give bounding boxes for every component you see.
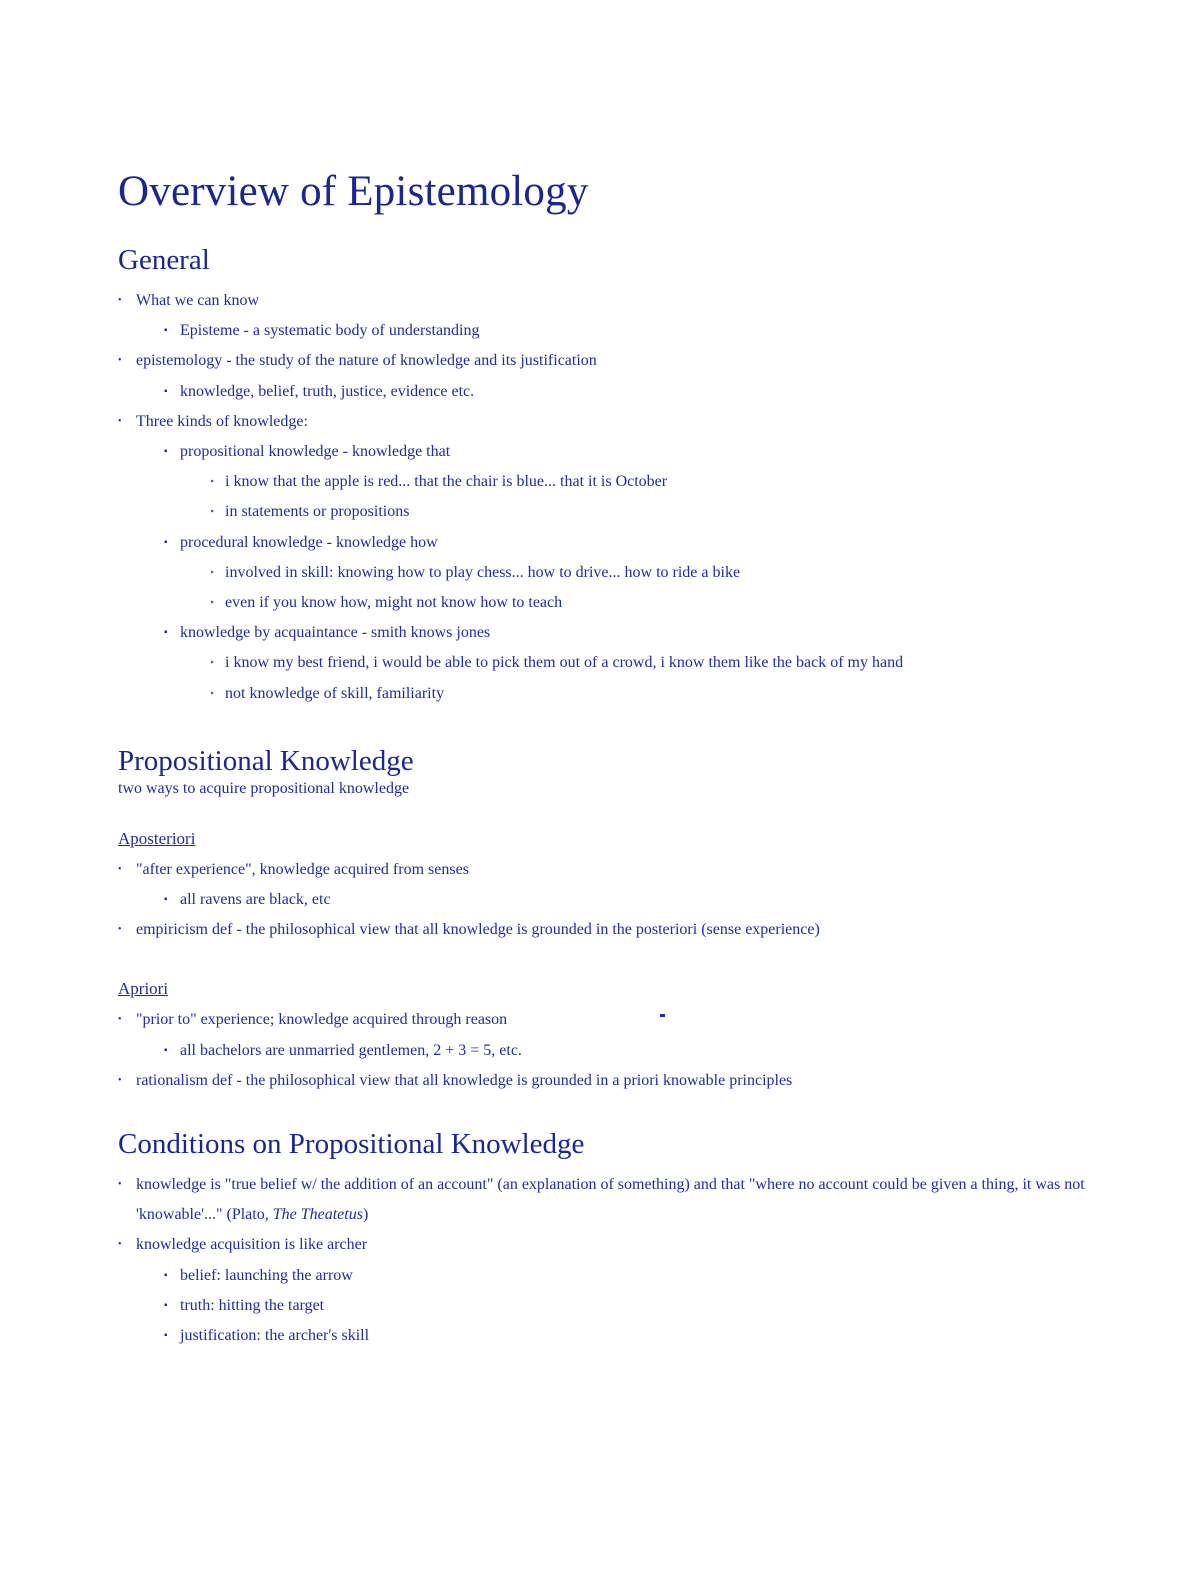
square-bullet-icon: ▪ <box>164 627 168 639</box>
document-page <box>118 164 1098 1385</box>
square-bullet-icon: ▪ <box>164 536 168 548</box>
list-item: ▪ belief: launching the arrow <box>118 1261 1098 1291</box>
bullet-list <box>118 437 1098 467</box>
bullet-list <box>118 618 1098 648</box>
triangle-bullet-icon: ‣ <box>210 688 215 698</box>
bullet-list <box>118 1170 1098 1261</box>
bullet-list <box>118 1036 1098 1066</box>
bullet-list <box>118 915 1098 945</box>
list-item: ‣ i know that the apple is red... that the chair is blue... that it is October <box>118 467 1098 497</box>
bullet-list <box>118 407 1098 437</box>
section-general <box>118 242 1098 709</box>
bullet-icon: • <box>118 863 122 875</box>
bullet-list <box>118 467 1098 527</box>
list-item: ▪ procedural knowledge - knowledge how <box>118 528 1098 558</box>
square-bullet-icon: ▪ <box>164 446 168 458</box>
bullet-list <box>118 528 1098 558</box>
triangle-bullet-icon: ‣ <box>210 598 215 608</box>
bullet-list <box>118 1261 1098 1352</box>
list-item: • What we can know <box>118 286 1098 316</box>
work-title: The Theatetus <box>272 1206 363 1224</box>
square-bullet-icon: ▪ <box>164 385 168 397</box>
list-item: • epistemology - the study of the nature of knowledge and its justification <box>118 346 1098 376</box>
stray-mark <box>660 1014 665 1017</box>
list-item: • knowledge is "true belief w/ the addition of an account" (an explanation of something) and that "where no account could be given a thing, it was not 'knowable'..." (Plato, The Theatetus) <box>118 1170 1098 1230</box>
section-propositional-knowledge <box>118 743 1098 1096</box>
bullet-icon: • <box>118 1179 122 1191</box>
bullet-icon: • <box>118 924 122 936</box>
list-item: • "prior to" experience; knowledge acquired through reason <box>118 1005 1098 1035</box>
list-item: ▪ all ravens are black, etc <box>118 885 1098 915</box>
document-title: Overview of Epistemology <box>118 168 589 215</box>
bullet-list <box>118 558 1098 618</box>
bullet-list <box>118 648 1098 708</box>
bullet-icon: • <box>118 415 122 427</box>
list-item: ▪ propositional knowledge - knowledge that <box>118 437 1098 467</box>
bullet-icon: • <box>118 295 122 306</box>
triangle-bullet-icon: ‣ <box>210 507 215 517</box>
list-item: ‣ not knowledge of skill, familiarity <box>118 679 1098 709</box>
list-item: • empiricism def - the philosophical view that all knowledge is grounded in the posteriori (sense experience) <box>118 915 1098 945</box>
bullet-list <box>118 885 1098 915</box>
list-item: ‣ even if you know how, might not know how to teach <box>118 588 1098 618</box>
square-bullet-icon: ▪ <box>164 1299 168 1311</box>
list-item: ‣ i know my best friend, i would be able to pick them out of a crowd, i know them like the back of my hand <box>118 648 1098 678</box>
list-item: ▪ justification: the archer's skill <box>118 1321 1098 1351</box>
list-item: ▪ truth: hitting the target <box>118 1291 1098 1321</box>
square-bullet-icon: ▪ <box>164 1330 168 1342</box>
square-bullet-icon: ▪ <box>164 894 168 906</box>
bullet-list <box>118 1005 1098 1035</box>
subheading-apriori: Apriori <box>118 979 169 999</box>
subheading-aposteriori: Aposteriori <box>118 828 196 848</box>
list-item: • knowledge acquisition is like archer <box>118 1230 1098 1260</box>
bullet-icon: • <box>118 355 122 367</box>
section-heading-propositional: Propositional Knowledge <box>118 744 414 777</box>
triangle-bullet-icon: ‣ <box>210 567 215 577</box>
square-bullet-icon: ▪ <box>164 325 168 337</box>
square-bullet-icon: ▪ <box>164 1044 168 1056</box>
list-item: ▪ all bachelors are unmarried gentlemen, 2 + 3 = 5, etc. <box>118 1036 1098 1066</box>
list-item: ▪ Episteme - a systematic body of understanding <box>118 316 1098 346</box>
list-item: ‣ in statements or propositions <box>118 497 1098 527</box>
bullet-icon: • <box>118 1239 122 1251</box>
list-item: ▪ knowledge by acquaintance - smith knows jones <box>118 618 1098 648</box>
bullet-list <box>118 1066 1098 1096</box>
bullet-list <box>118 346 1098 376</box>
list-item: • Three kinds of knowledge: <box>118 407 1098 437</box>
section-heading-general: General <box>118 244 210 276</box>
triangle-bullet-icon: ‣ <box>210 658 215 668</box>
list-item: ‣ involved in skill: knowing how to play chess... how to drive... how to ride a bike <box>118 558 1098 588</box>
subsection-apriori <box>118 977 1098 1096</box>
section-heading-conditions: Conditions on Propositional Knowledge <box>118 1128 585 1161</box>
list-item: ▪ knowledge, belief, truth, justice, evidence etc. <box>118 377 1098 407</box>
subsection-aposteriori <box>118 827 1098 946</box>
bullet-list <box>118 316 1098 346</box>
bullet-icon: • <box>118 1074 122 1086</box>
bullet-list <box>118 377 1098 407</box>
list-item: • rationalism def - the philosophical view that all knowledge is grounded in a priori knowable principles <box>118 1066 1098 1096</box>
bullet-icon: • <box>118 1014 122 1026</box>
square-bullet-icon: ▪ <box>164 1269 168 1281</box>
section-lead: two ways to acquire propositional knowledge <box>118 779 410 797</box>
triangle-bullet-icon: ‣ <box>210 477 215 487</box>
section-conditions <box>118 1126 1098 1351</box>
bullet-list <box>118 286 1098 316</box>
bullet-list <box>118 855 1098 885</box>
list-item: • "after experience", knowledge acquired from senses <box>118 855 1098 885</box>
